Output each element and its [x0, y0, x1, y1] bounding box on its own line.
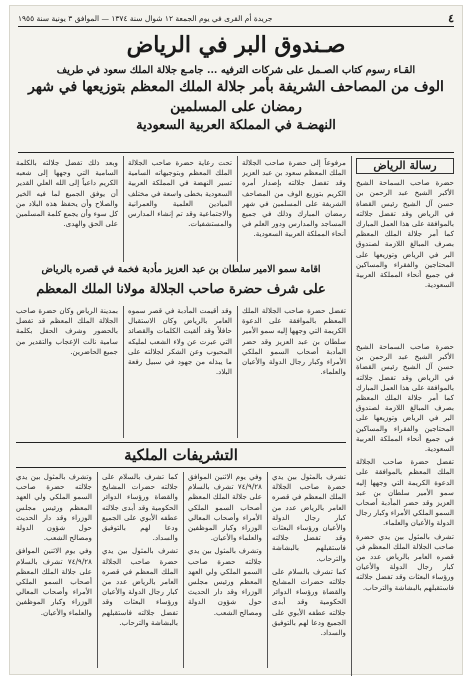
column-divider [267, 472, 268, 668]
column-text: كما تشرف بالسلام على جلالته حضرات المشايخ والقضاة ورؤساء الدوائر الحكومية وقد أبدى جلالته عطفه الأبوي على الجميع ودعا لهم بالتوفيق والسداد. [102, 472, 178, 543]
newspaper-page [10, 6, 462, 674]
article-column-right [356, 158, 454, 338]
page-header [18, 10, 454, 27]
column-text: حضرة صاحب السماحة الشيخ الأكبر الشيخ عبد الرحمن بن حسن آل الشيخ رئيس القضاة في الرياض وقد تفضل جلالته بالموافقة على هذا العمل المبارك كما أمر جلالة الملك المعظم بصرف المبالغ اللازمة لصندوق البر في الرياض وتوزيعها على المحتاجين والفقراء والمساكين في جميع أنحاء المملكة العربية السعودية. [356, 342, 454, 454]
banner-line-3: النهضـة في المملكة العربية السعودية [136, 118, 336, 133]
section-title: التشريفات الملكية [16, 442, 346, 468]
article-headline: على شرف حضرة صاحب الجلالة مولانا الملك المعظم [36, 282, 326, 297]
banner-line-2: الوف من المصاحف الشريفة بأمر جلالة الملك المعظم بتوزيعها في شهر رمضان على المسلمين [28, 79, 444, 115]
column-heading: رسالة الرياض [356, 158, 454, 174]
column-divider [237, 156, 238, 262]
column-text: تحت رعاية حضرة صاحب الجلالة الملك المعظم وبتوجيهاته السامية تسير النهضة في المملكة العربية السعودية بخطى واسعة في مختلف الميادين العلمية والعمرانية والاجتماعية وقد تم إنشاء المدارس والمستشفيات. [128, 158, 232, 229]
column-divider [351, 156, 352, 676]
column-text: وقد أقيمت المأدبة في قصر سموه العامر بالرياض وكان الاستقبال حافلاً وقد ألقيت الكلمات والقصائد التي عبرت عن ولاء الشعب لمليكه المحبوب وعن الشكر لجلالته على ما يبذله من جهود في سبيل رفعة البلاد. [128, 306, 232, 377]
column-text: تشرف بالمثول بين يدي حضرة صاحب الجلالة الملك المعظم في قصره العامر بالرياض عدد من كبار رجال الدولة والأعيان ورؤساء البعثات وقد تفضل جلالته فاستقبلهم بالبشاشة والترحاب. [356, 531, 454, 592]
article-column [128, 306, 232, 438]
banner-line-1: القـاء رسوم كتاب الصـمل على شركات الترفيه ... جامـع جلالة الملك سعود في طريف [56, 65, 416, 76]
column-text: مرفوعاً إلى حضرة صاحب الجلالة الملك المعظم سعود بن عبد العزيز وقد تفضل جلالته بإصدار أمره الكريم بتوزيع الوف من المصاحف الشريفة على المسلمين في شهر رمضان المبارك وذلك في جميع المساجد والمدارس ودور العلم في أنحاء المملكة العربية السعودية. [242, 158, 346, 239]
column-divider [237, 306, 238, 438]
column-text: وفي يوم الاثنين الموافق ٧٤/٩/٢٨ تشرف بالسلام على جلالة الملك المعظم أصحاب السمو الملكي الأمراء وأصحاب المعالي الوزراء وكبار الموظفين والعلماء والأعيان. [188, 472, 262, 543]
article-column [16, 306, 118, 438]
column-divider [123, 156, 124, 262]
article-column-mid-left [128, 158, 232, 260]
column-text: تفضل حضرة صاحب الجلالة الملك المعظم بالموافقة على الدعوة الكريمة التي وجهها إليه سمو الأمير سلطان بن عبد العزيز وقد حضر المأدبة أصحاب السمو الملكي الأمراء وكبار رجال الدولة والأعيان والعلماء. [356, 457, 454, 528]
header-info: جريدة أم القرى في يوم الجمعة ١٢ شوال سنة ١٣٧٤ — الموافق ٣ يونية سنة ١٩٥٥ [18, 13, 273, 23]
section-column [102, 472, 178, 668]
column-text: تشرف بالمثول بين يدي حضرة صاحب الجلالة الملك المعظم في قصره العامر بالرياض عدد من كبار رجال الدولة والأعيان ورؤساء البعثات وقد تفضل جلالته فاستقبلهم بالبشاشة والترحاب. [102, 546, 178, 627]
article-subhead: اقامة سمو الامير سلطان بن عبد العزيز مأدبة فخمة في قصره بالرياض [41, 264, 321, 275]
article-column-mid-right [242, 158, 346, 260]
column-text: وتشرف بالمثول بين يدي جلالته حضرة صاحب السمو الملكي ولي العهد المعظم ورئيس مجلس الوزراء وقد دار الحديث حول شؤون الدولة ومصالح الشعب. [188, 546, 262, 617]
column-divider [97, 472, 98, 668]
column-divider [183, 472, 184, 668]
column-text: تشرف بالمثول بين يدي حضرة صاحب الجلالة الملك المعظم في قصره العامر بالرياض عدد من كبار رجال الدولة والأعيان ورؤساء البعثات وقد تفضل جلالته فاستقبلهم بالبشاشة والترحاب. [272, 472, 346, 563]
column-text: تفضل حضرة صاحب الجلالة الملك المعظم بالموافقة على الدعوة الكريمة التي وجهها إليه سمو الأمير سلطان بن عبد العزيز وقد حضر المأدبة أصحاب السمو الملكي الأمراء وكبار رجال الدولة والأعيان والعلماء. [242, 306, 346, 377]
page-number: ٤ [448, 11, 454, 25]
headline-banner [18, 64, 454, 152]
column-text: وبعد ذلك تفضل جلالته بالكلمة السامية التي وجهها إلى شعبه الكريم داعياً إلى الله العلي القدير أن يوفق الجميع لما فيه الخير والصلاح وأن يحفظ هذه البلاد من كل سوء وأن يجمع كلمة المسلمين على الحق والهدى. [16, 158, 118, 229]
column-divider [123, 306, 124, 438]
divider [18, 152, 454, 153]
section-column [272, 472, 346, 668]
column-text: بمدينة الرياض وكان حضرة صاحب الجلالة الملك المعظم قد تفضل بالحضور وشرف الحفل بكلمة سامية نالت الإعجاب والتقدير من جميع الحاضرين. [16, 306, 118, 356]
article-column-left [16, 158, 118, 260]
column-text: حضرة صاحب السماحة الشيخ الأكبر الشيخ عبد الرحمن بن حسن آل الشيخ رئيس القضاة في الرياض وقد تفضل جلالته بالموافقة على هذا العمل المبارك كما أمر جلالة الملك المعظم بصرف المبالغ اللازمة لصندوق البر في الرياض وتوزيعها على المحتاجين والفقراء والمساكين في جميع أنحاء المملكة العربية السعودية. [356, 178, 454, 290]
section-column [16, 472, 92, 668]
column-text: وتشرف بالمثول بين يدي جلالته حضرة صاحب السمو الملكي ولي العهد المعظم ورئيس مجلس الوزراء وقد دار الحديث حول شؤون الدولة ومصالح الشعب. [16, 472, 92, 543]
page-title: صـندوق البر في الرياض [126, 32, 346, 58]
column-text: كما تشرف بالسلام على جلالته حضرات المشايخ والقضاة ورؤساء الدوائر الحكومية وقد أبدى جلالته عطفه الأبوي على الجميع ودعا لهم بالتوفيق والسداد. [272, 566, 346, 638]
article-column-right-continued [356, 342, 454, 668]
column-text: وفي يوم الاثنين الموافق ٧٤/٩/٢٨ تشرف بالسلام على جلالة الملك المعظم أصحاب السمو الملكي الأمراء وأصحاب المعالي الوزراء وكبار الموظفين والعلماء والأعيان. [16, 546, 92, 617]
article-column [242, 306, 346, 438]
section-column [188, 472, 262, 668]
